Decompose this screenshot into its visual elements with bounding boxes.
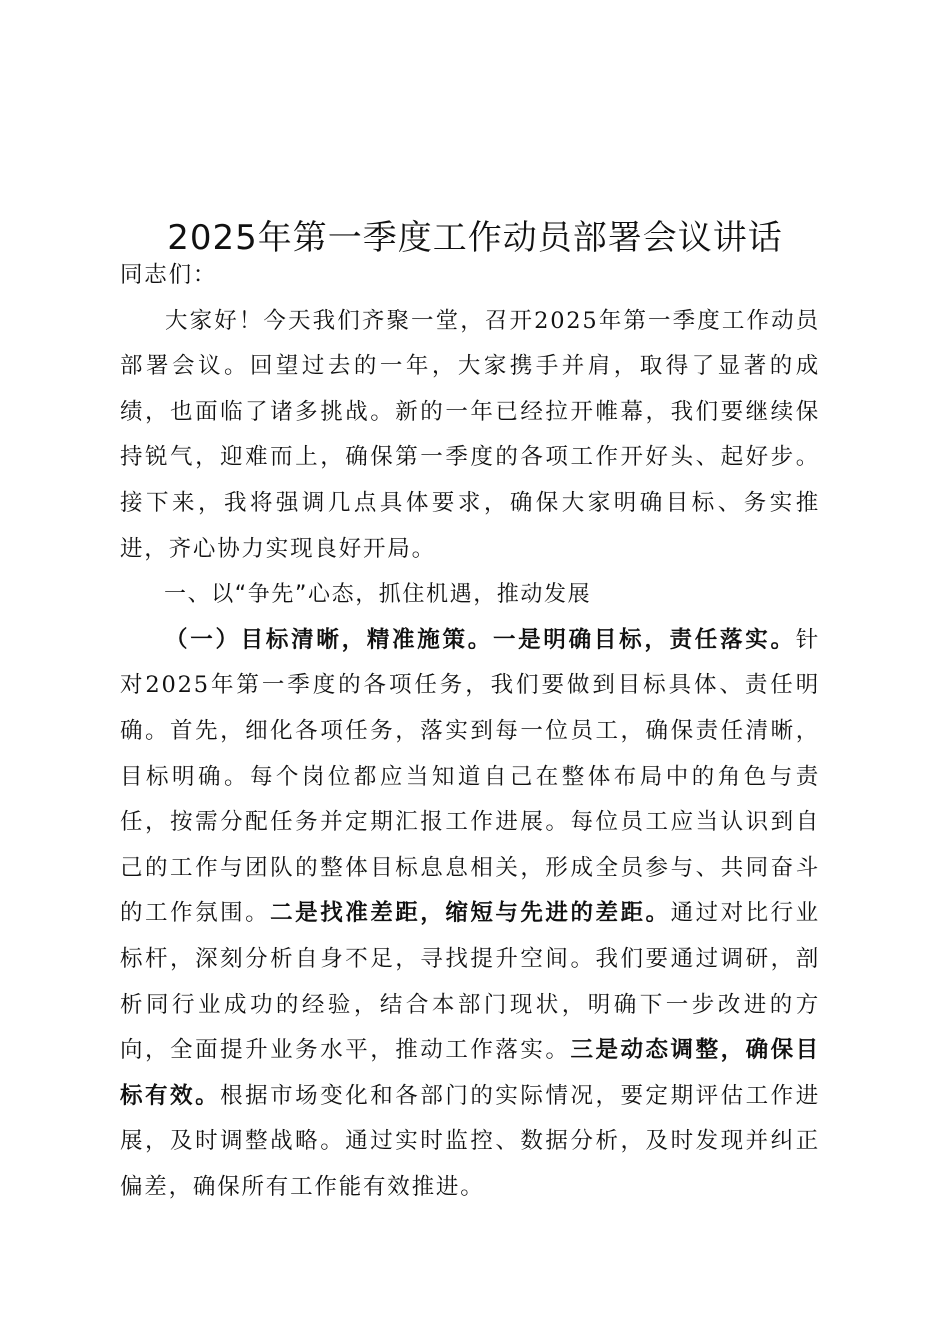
subsection1-paragraph bbox=[120, 618, 820, 1211]
point1-text: 针对2025年第一季度的各项任务，我们要做到目标具体、责任明确。首先，细化各项任务，落实到每一位员工，确保责任清晰，目标明确。每个岗位都应当知道自己在整体布局中的角色与责任，按需分配任务并定期汇报工作进展。每位员工应当认识到自己的工作与团队的整体目标息息相关，形成全员参与、共同奋斗的工作氛围。 bbox=[120, 626, 820, 927]
point2-title: 二是找准差距，缩短与先进的差距。 bbox=[270, 900, 671, 927]
point1-title: 一是明确目标，责任落实。 bbox=[492, 626, 796, 653]
section1-heading: 一、以“争先”心态，抓住机遇，推动发展 bbox=[164, 582, 592, 608]
subsection1-heading: （一）目标清晰，精准施策。 bbox=[165, 626, 493, 653]
document-title: 2025年第一季度工作动员部署会议讲话 bbox=[167, 218, 783, 258]
point2-text: 通过对比行业标杆，深刻分析自身不足，寻找提升空间。我们要通过调研，剖析同行业成功的经验，结合本部门现状，明确下一步改进的方向，全面提升业务水平，推动工作落实。 bbox=[120, 900, 820, 1064]
point3-title: 三是动态调整，确保目标有效。 bbox=[120, 1037, 820, 1109]
salutation: 同志们： bbox=[120, 262, 218, 288]
point3-text: 根据市场变化和各部门的实际情况，要定期评估工作进展，及时调整战略。通过实时监控、数据分析，及时发现并纠正偏差，确保所有工作能有效推进。 bbox=[120, 1082, 821, 1200]
intro-paragraph: 大家好！今天我们齐聚一堂，召开2025年第一季度工作动员部署会议。回望过去的一年，大家携手并肩，取得了显著的成绩，也面临了诸多挑战。新的一年已经拉开帷幕，我们要继续保持锐气，迎难而上，确保第一季度的各项工作开好头、起好步。接下来，我将强调几点具体要求，确保大家明确目标、务实推进，齐心协力实现良好开局。 bbox=[120, 307, 820, 562]
document-body bbox=[120, 253, 820, 1210]
